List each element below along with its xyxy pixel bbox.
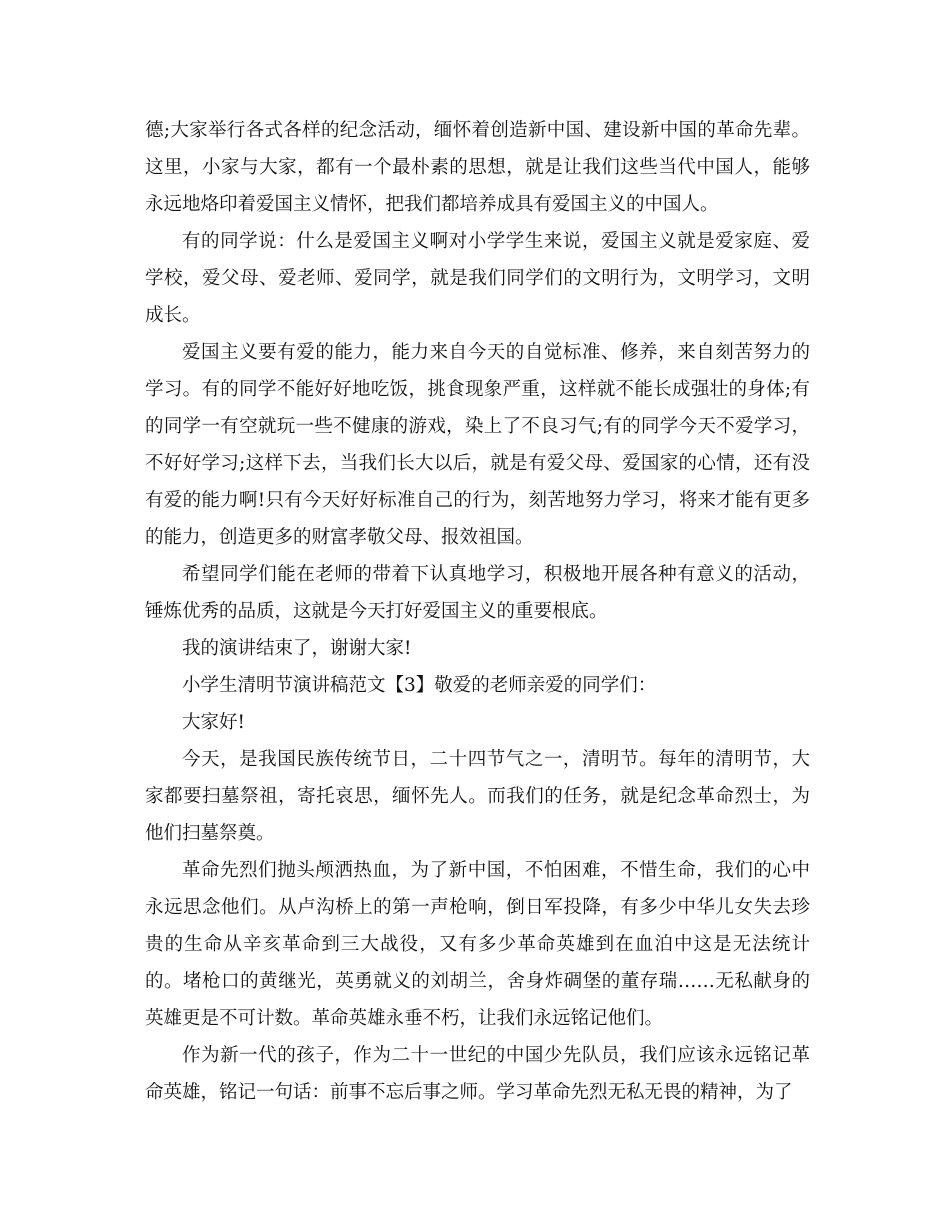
paragraph-1: 德;大家举行各式各样的纪念活动，缅怀着创造新中国、建设新中国的革命先辈。这里，小家与大家，都有一个最朴素的思想，就是让我们这些当代中国人，能够永远地烙印着爱国主义情怀，把我们都培养成具有爱国主义的中国人。 xyxy=(145,120,810,215)
document-body xyxy=(145,112,810,1111)
paragraph-2: 有的同学说：什么是爱国主义啊对小学学生来说，爱国主义就是爱家庭、爱学校，爱父母、爱老师、爱同学，就是我们同学们的文明行为，文明学习，文明成长。 xyxy=(145,231,810,326)
paragraph-8: 今天，是我国民族传统节日，二十四节气之一，清明节。每年的清明节，大家都要扫墓祭祖，寄托哀思，缅怀先人。而我们的任务，就是纪念革命烈士，为他们扫墓祭奠。 xyxy=(145,749,810,844)
paragraph-10: 作为新一代的孩子，作为二十一世纪的中国少先队员，我们应该永远铭记革命英雄，铭记一句话：前事不忘后事之师。学习革命先烈无私无畏的精神，为了 xyxy=(145,1045,810,1103)
paragraph-3: 爱国主义要有爱的能力，能力来自今天的自觉标准、修养，来自刻苦努力的学习。有的同学不能好好地吃饭，挑食现象严重，这样就不能长成强壮的身体;有的同学一有空就玩一些不健康的游戏，染上了不良习气;有的同学今天不爱学习，不好好学习;这样下去，当我们长大以后，就是有爱父母、爱国家的心情，还有没有爱的能力啊!只有今天好好标准自己的行为，刻苦地努力学习，将来才能有更多的能力，创造更多的财富孝敬父母、报效祖国。 xyxy=(145,342,810,548)
paragraph-4: 希望同学们能在老师的带着下认真地学习，积极地开展各种有意义的活动，锤炼优秀的品质，这就是今天打好爱国主义的重要根底。 xyxy=(145,564,810,622)
paragraph-5: 我的演讲结束了，谢谢大家! xyxy=(182,638,412,659)
greeting: 大家好! xyxy=(182,712,245,733)
paragraph-9: 革命先烈们抛头颅洒热血，为了新中国，不怕困难，不惜生命，我们的心中永远思念他们。从卢沟桥上的第一声枪响，倒日军投降，有多少中华儿女失去珍贵的生命从辛亥革命到三大战役，又有多少革命英雄到在血泊中这是无法统计的。堵枪口的黄继光，英勇就义的刘胡兰，舍身炸碉堡的董存瑞……无私献身的英雄更是不可计数。革命英雄永垂不朽，让我们永远铭记他们。 xyxy=(145,860,810,1029)
section-heading: 小学生清明节演讲稿范文【3】敬爱的老师亲爱的同学们： xyxy=(182,675,657,696)
